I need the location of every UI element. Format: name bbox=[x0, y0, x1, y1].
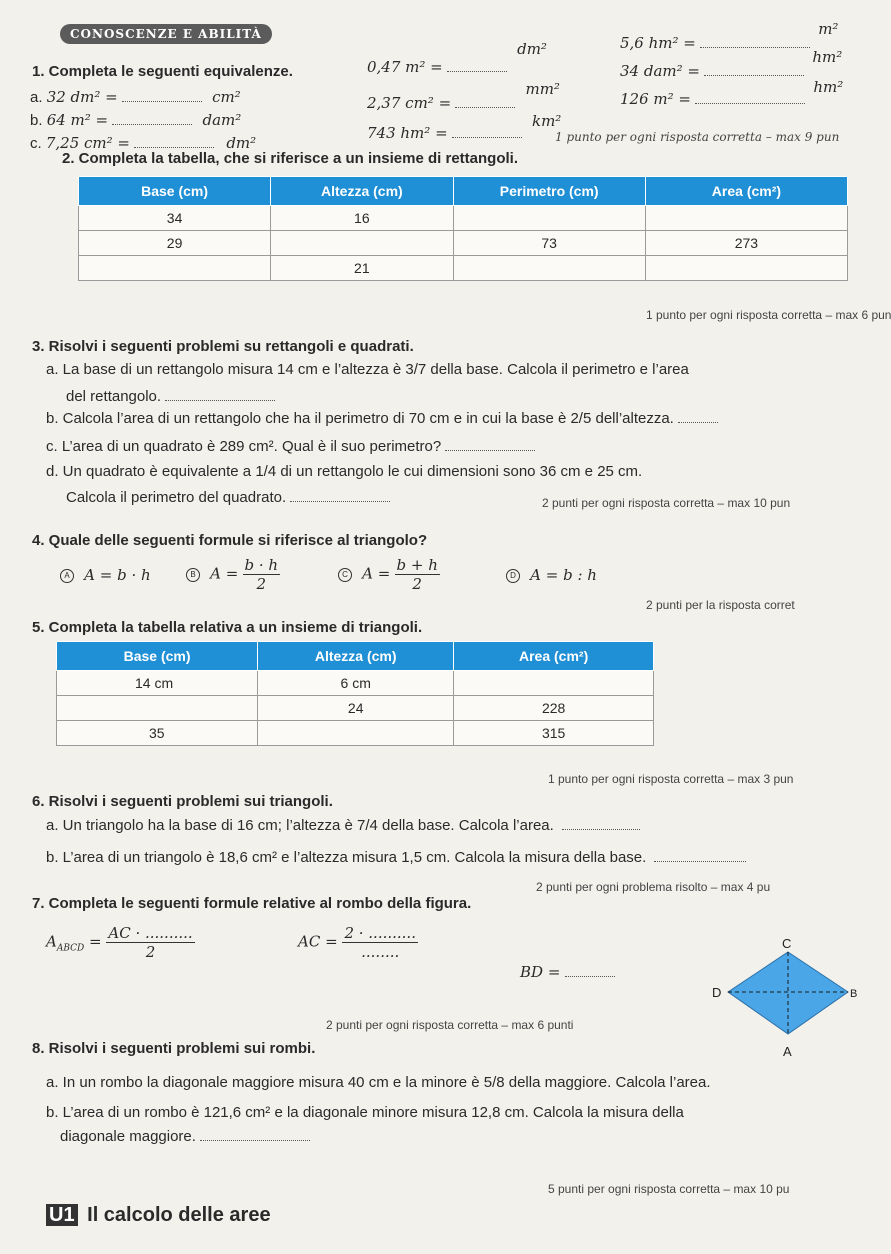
ex1-item-i: 126 m² = hm² bbox=[620, 78, 844, 108]
table-cell: 29 bbox=[79, 231, 271, 256]
ex4-option-c[interactable]: C A = $\frac{b + h}{2}$ bbox=[338, 556, 440, 593]
table-row bbox=[79, 206, 848, 231]
table-cell: 34 bbox=[79, 206, 271, 231]
table-cell[interactable] bbox=[645, 256, 847, 281]
rhombus-figure bbox=[698, 934, 862, 1068]
ex7-formula-bd: BD = bbox=[520, 963, 615, 981]
table-cell: 228 bbox=[454, 696, 654, 721]
ex7-bd-answer[interactable] bbox=[565, 976, 615, 977]
ex4-title: 4. Quale delle seguenti formule si riferisce al triangolo? bbox=[32, 532, 428, 549]
ex1-a-answer[interactable] bbox=[122, 101, 202, 102]
ex6-title: 6. Risolvi i seguenti problemi sui triangoli. bbox=[32, 793, 333, 810]
ex1-item-c: c. 7,25 cm² = dm² bbox=[30, 134, 257, 152]
ex1-e-answer[interactable] bbox=[455, 107, 515, 108]
table-cell: 16 bbox=[271, 206, 453, 231]
table-cell[interactable] bbox=[454, 671, 654, 696]
ex6-points: 2 punti per ogni problema risolto – max 4 pu bbox=[536, 880, 771, 894]
ex1-title: 1. Completa le seguenti equivalenze. bbox=[32, 63, 293, 80]
table-cell[interactable] bbox=[453, 206, 645, 231]
ex1-d-answer[interactable] bbox=[447, 71, 507, 72]
ex3-b: b. Calcola l’area di un rettangolo che ha il perimetro di 70 cm e in cui la base è 2/5 dell’altezza. bbox=[46, 410, 718, 427]
ex2-header-area: Area (cm²) bbox=[645, 177, 847, 206]
table-cell[interactable] bbox=[57, 696, 258, 721]
ex2-header-altezza: Altezza (cm) bbox=[271, 177, 453, 206]
ex5-header-base: Base (cm) bbox=[57, 642, 258, 671]
table-cell[interactable] bbox=[645, 206, 847, 231]
ex3-a-line1: a. La base di un rettangolo misura 14 cm e l’altezza è 3/7 della base. Calcola il perimetro e l’area bbox=[46, 361, 689, 378]
option-b-marker[interactable]: B bbox=[186, 568, 200, 582]
table-cell[interactable] bbox=[258, 721, 454, 746]
option-d-marker[interactable]: D bbox=[506, 569, 520, 583]
formula-fraction[interactable]: $\frac{2 \cdot ..........}{........}$ bbox=[344, 924, 416, 961]
ex6-a: a. Un triangolo ha la base di 16 cm; l’altezza è 7/4 della base. Calcola l’area. bbox=[46, 817, 640, 834]
table-cell[interactable] bbox=[271, 231, 453, 256]
option-a-marker[interactable]: A bbox=[60, 569, 74, 583]
table-cell: 24 bbox=[258, 696, 454, 721]
ex8-b-answer[interactable] bbox=[200, 1140, 310, 1141]
ex1-b-answer[interactable] bbox=[112, 124, 192, 125]
chapter-footer bbox=[46, 1204, 271, 1227]
formula-fraction: $\frac{b \cdot h}{2}$ bbox=[244, 556, 279, 593]
ex4-points: 2 punti per la risposta corret bbox=[646, 598, 795, 612]
ex7-points: 2 punti per ogni risposta corretta – max 6 punti bbox=[326, 1018, 574, 1032]
table-cell: 35 bbox=[57, 721, 258, 746]
ex5-table bbox=[56, 641, 654, 746]
vertex-c-label: C bbox=[782, 936, 792, 951]
ex1-item-d: 0,47 m² = dm² bbox=[367, 40, 547, 76]
ex1-item-h: 34 dam² = hm² bbox=[620, 48, 843, 80]
ex3-d-line1: d. Un quadrato è equivalente a 1/4 di un rettangolo le cui dimensioni sono 36 cm e 25 cm. bbox=[46, 463, 643, 480]
option-c-marker[interactable]: C bbox=[338, 568, 352, 582]
table-cell: 315 bbox=[454, 721, 654, 746]
ex1-i-answer[interactable] bbox=[695, 103, 805, 104]
ex3-points: 2 punti per ogni risposta corretta – max 10 pun bbox=[542, 496, 791, 510]
table-cell: 273 bbox=[645, 231, 847, 256]
ex5-points: 1 punto per ogni risposta corretta – max 3 pun bbox=[548, 772, 794, 786]
ex3-a-answer[interactable] bbox=[165, 400, 275, 401]
ex2-header-perimetro: Perimetro (cm) bbox=[453, 177, 645, 206]
ex8-points: 5 punti per ogni risposta corretta – max 10 pu bbox=[548, 1182, 790, 1196]
ex1-item-b: b. 64 m² = dam² bbox=[30, 111, 242, 129]
ex3-b-answer[interactable] bbox=[678, 422, 718, 423]
formula-fraction[interactable]: $\frac{AC \cdot ..........}{2}$ bbox=[108, 924, 193, 961]
ex6-a-answer[interactable] bbox=[562, 829, 640, 830]
ex3-d-answer[interactable] bbox=[290, 501, 390, 502]
table-row bbox=[79, 231, 848, 256]
ex6-b-answer[interactable] bbox=[654, 861, 746, 862]
ex2-title: 2. Completa la tabella, che si riferisce a un insieme di rettangoli. bbox=[62, 150, 518, 167]
unit-badge: U1 bbox=[46, 1204, 78, 1226]
rhombus-shape bbox=[728, 952, 848, 1034]
ex1-f-answer[interactable] bbox=[452, 137, 522, 138]
ex8-b-line2: diagonale maggiore. bbox=[60, 1128, 310, 1145]
ex4-option-a[interactable]: A A = b · h bbox=[60, 566, 151, 584]
ex3-title: 3. Risolvi i seguenti problemi su rettangoli e quadrati. bbox=[32, 338, 414, 355]
ex3-c-answer[interactable] bbox=[445, 450, 535, 451]
ex3-d-line2: Calcola il perimetro del quadrato. bbox=[66, 489, 390, 506]
ex7-formula-area: $A_{ABCD}$ = $\frac{AC \cdot ..........}{2}$ bbox=[46, 924, 193, 961]
ex7-title: 7. Completa le seguenti formule relative al rombo della figura. bbox=[32, 895, 472, 912]
section-badge: CONOSCENZE E ABILITÀ bbox=[60, 24, 272, 44]
table-row bbox=[57, 721, 654, 746]
ex2-points: 1 punto per ogni risposta corretta – max 6 pun bbox=[646, 308, 891, 322]
ex4-option-b[interactable]: B A = $\frac{b \cdot h}{2}$ bbox=[186, 556, 280, 593]
ex5-header-area: Area (cm²) bbox=[454, 642, 654, 671]
table-row bbox=[57, 671, 654, 696]
formula-fraction: $\frac{b + h}{2}$ bbox=[396, 556, 438, 593]
ex8-title: 8. Risolvi i seguenti problemi sui rombi. bbox=[32, 1040, 316, 1057]
ex1-item-a: a. 32 dm² = cm² bbox=[30, 88, 241, 106]
chapter-title: Il calcolo delle aree bbox=[87, 1204, 271, 1226]
ex1-item-e: 2,37 cm² = mm² bbox=[367, 80, 560, 112]
ex8-b-line1: b. L’area di un rombo è 121,6 cm² e la diagonale minore misura 12,8 cm. Calcola la misura della bbox=[46, 1104, 684, 1121]
table-cell[interactable] bbox=[453, 256, 645, 281]
table-cell: 73 bbox=[453, 231, 645, 256]
table-cell[interactable] bbox=[79, 256, 271, 281]
ex6-b: b. L’area di un triangolo è 18,6 cm² e l’altezza misura 1,5 cm. Calcola la misura della base. bbox=[46, 849, 746, 866]
table-row bbox=[57, 696, 654, 721]
table-cell: 6 cm bbox=[258, 671, 454, 696]
ex5-header-altezza: Altezza (cm) bbox=[258, 642, 454, 671]
ex7-formula-ac: AC = $\frac{2 \cdot ..........}{........}$ bbox=[298, 924, 416, 961]
ex1-item-f: 743 hm² = km² bbox=[367, 112, 562, 142]
ex1-c-answer[interactable] bbox=[134, 147, 214, 148]
vertex-a-label: A bbox=[783, 1044, 792, 1059]
ex3-a-line2: del rettangolo. bbox=[66, 388, 275, 405]
ex1-item-g: 5,6 hm² = m² bbox=[620, 20, 839, 52]
ex4-option-d[interactable]: D A = b : h bbox=[506, 566, 597, 584]
table-row bbox=[79, 256, 848, 281]
ex1-h-answer[interactable] bbox=[704, 75, 804, 76]
table-cell: 14 cm bbox=[57, 671, 258, 696]
ex3-c: c. L’area di un quadrato è 289 cm². Qual è il suo perimetro? bbox=[46, 438, 535, 455]
ex1-g-answer[interactable] bbox=[700, 47, 810, 48]
ex5-title: 5. Completa la tabella relativa a un insieme di triangoli. bbox=[32, 619, 423, 636]
table-cell: 21 bbox=[271, 256, 453, 281]
vertex-d-label: D bbox=[712, 985, 722, 1000]
ex1-points: 1 punto per ogni risposta corretta – max 9 pun bbox=[555, 130, 840, 144]
ex2-table bbox=[78, 176, 848, 281]
vertex-b-label: B bbox=[850, 988, 858, 1000]
ex8-a: a. In un rombo la diagonale maggiore misura 40 cm e la minore è 5/8 della maggiore. Calcola l’area. bbox=[46, 1074, 711, 1091]
ex2-header-base: Base (cm) bbox=[79, 177, 271, 206]
